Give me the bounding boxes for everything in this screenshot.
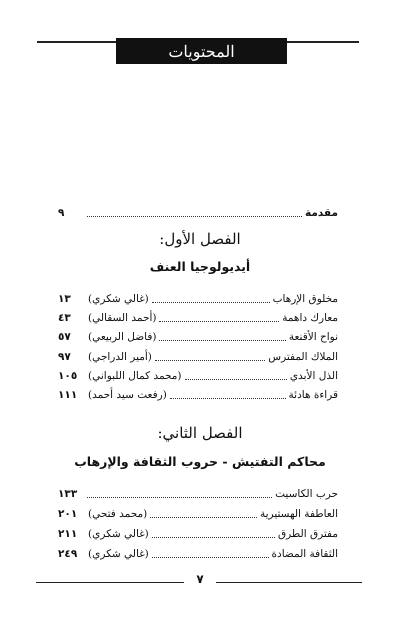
toc-entry[interactable] (58, 348, 338, 366)
entry-page: ٥٧ (58, 331, 71, 343)
toc-entry[interactable] (58, 545, 338, 563)
entry-title: الملاك المفترس (268, 351, 338, 363)
entry-author: (غالي شكري) (88, 293, 149, 305)
entry-page: ٢٤٩ (58, 548, 78, 560)
entry-page: ٢٠١ (58, 508, 78, 520)
part2-label: الفصل الثاني: (157, 424, 243, 442)
leader-dots (150, 517, 257, 518)
toc-entry[interactable] (58, 309, 338, 327)
entry-author: (أحمد السقالي) (88, 312, 157, 324)
entry-page: ١١١ (58, 389, 78, 401)
page-number: ٧ (196, 572, 204, 586)
entry-author: (رفعت سيد أحمد) (88, 389, 167, 401)
toc-entry-intro[interactable] (58, 204, 338, 222)
entry-title: الثقافة المضادة (271, 548, 338, 560)
entry-page: ٢١١ (58, 528, 78, 540)
entry-author: (محمد فتحي) (88, 508, 148, 520)
leader-dots (170, 398, 286, 399)
entry-page: ١٣ (58, 293, 71, 305)
entry-title: نواح الأقنعة (288, 331, 338, 343)
entry-title: مقدمة (305, 207, 338, 219)
toc-entry[interactable] (58, 290, 338, 308)
toc-entry[interactable] (58, 485, 338, 503)
entry-title: العاطفة الهستيرية (259, 508, 338, 520)
toc-entry[interactable] (58, 525, 338, 543)
part1-label: الفصل الأول: (159, 230, 241, 248)
entry-page: ٩٧ (58, 351, 71, 363)
leader-dots (155, 360, 265, 361)
entry-title: معارك داهمة (282, 312, 338, 324)
leader-dots (87, 216, 302, 217)
entry-author: (محمد كمال اللبواني) (88, 370, 182, 382)
toc-entry[interactable] (58, 328, 338, 346)
entry-page: ٩ (58, 207, 65, 219)
page-title: المحتويات (116, 38, 287, 64)
entry-author: (فاضل الربيعي) (88, 331, 157, 343)
leader-dots (87, 497, 272, 498)
part1-subtitle: أيديولوجيا العنف (149, 259, 251, 274)
entry-author: (غالي شكري) (88, 528, 149, 540)
leader-dots (152, 557, 269, 558)
entry-author: (غالي شكري) (88, 548, 149, 560)
entry-page: ٤٣ (58, 312, 71, 324)
part2-subtitle: محاكم التفتيش - حروب الثقافة والإرهاب (74, 454, 326, 469)
entry-page: ١٠٥ (58, 370, 78, 382)
toc-entry[interactable] (58, 367, 338, 385)
entry-title: مخلوق الإرهاب (272, 293, 338, 305)
entry-title: الذل الأبدي (289, 370, 338, 382)
toc-entry[interactable] (58, 386, 338, 404)
entry-author: (أمير الدراجي) (88, 351, 152, 363)
leader-dots (159, 321, 279, 322)
leader-dots (185, 379, 287, 380)
leader-dots (152, 537, 275, 538)
entry-page: ١٣٣ (58, 488, 78, 500)
leader-dots (152, 302, 270, 303)
leader-dots (159, 340, 285, 341)
toc-entry[interactable] (58, 505, 338, 523)
entry-title: قراءة هادئة (288, 389, 338, 401)
entry-title: مفترق الطرق (277, 528, 338, 540)
entry-title: حرب الكاسيت (275, 488, 338, 500)
